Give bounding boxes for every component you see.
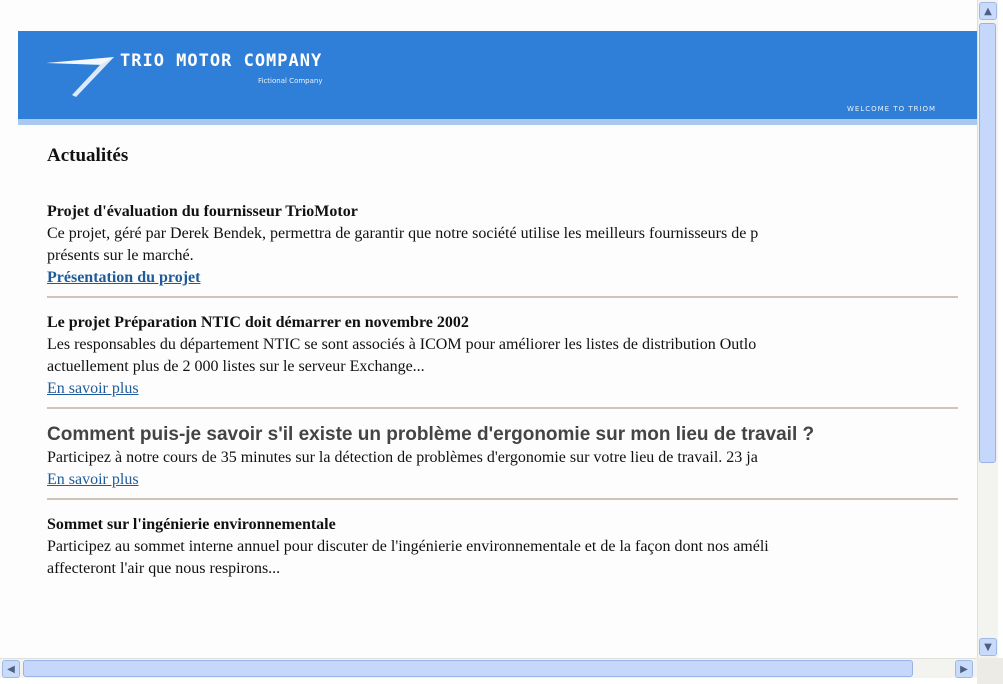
header-underline <box>18 119 977 125</box>
news-item <box>47 312 958 399</box>
welcome-text: WELCOME TO TRIOM <box>847 105 937 113</box>
divider <box>47 498 958 500</box>
horizontal-scroll-thumb[interactable] <box>23 660 913 677</box>
logo-swoosh-icon <box>46 51 116 99</box>
news-body-line: Les responsables du département NTIC se sont associés à ICOM pour améliorer les listes de distribution Outlo <box>47 336 757 353</box>
news-body-line: Participez à notre cours de 35 minutes sur la détection de problèmes d'ergonomie sur votre lieu de travail. 23 ja <box>47 449 758 466</box>
arrow-up-icon[interactable]: ▲ <box>979 2 997 20</box>
vertical-scroll-thumb[interactable] <box>979 23 996 463</box>
news-body-line: présents sur le marché. <box>47 247 194 264</box>
arrow-right-icon[interactable]: ▶ <box>955 660 973 678</box>
news-body-line: Participez au sommet interne annuel pour discuter de l'ingénierie environnementale et de la façon dont nos améli <box>47 538 769 555</box>
vertical-scrollbar[interactable] <box>977 0 998 658</box>
scrollbar-corner <box>977 658 1003 684</box>
divider <box>47 296 958 298</box>
horizontal-scrollbar[interactable] <box>0 658 977 679</box>
news-title: Le projet Préparation NTIC doit démarrer en novembre 2002 <box>47 314 469 331</box>
news-title: Projet d'évaluation du fournisseur TrioMotor <box>47 203 358 220</box>
news-body-line: actuellement plus de 2 000 listes sur le serveur Exchange... <box>47 358 425 375</box>
news-item <box>47 423 958 490</box>
news-item <box>47 201 958 288</box>
news-item <box>47 514 958 580</box>
read-more-link[interactable]: En savoir plus <box>47 471 139 488</box>
window-edge <box>0 678 977 684</box>
project-presentation-link[interactable]: Présentation du projet <box>47 269 201 286</box>
company-name: TRIO MOTOR COMPANY <box>120 51 323 71</box>
news-title: Comment puis-je savoir s'il existe un problème d'ergonomie sur mon lieu de travail ? <box>47 424 815 445</box>
main-content <box>47 141 977 580</box>
news-body-line: affecteront l'air que nous respirons... <box>47 560 281 577</box>
page-title: Actualités <box>47 145 129 166</box>
arrow-left-icon[interactable]: ◀ <box>2 660 20 678</box>
divider <box>47 407 958 409</box>
company-tagline: Fictional Company <box>258 77 323 85</box>
arrow-down-icon[interactable]: ▼ <box>979 638 997 656</box>
news-body-line: Ce projet, géré par Derek Bendek, permettra de garantir que notre société utilise les meilleurs fournisseurs de p <box>47 225 759 242</box>
news-title: Sommet sur l'ingénierie environnementale <box>47 516 336 533</box>
header-banner <box>18 31 977 119</box>
read-more-link[interactable]: En savoir plus <box>47 380 139 397</box>
